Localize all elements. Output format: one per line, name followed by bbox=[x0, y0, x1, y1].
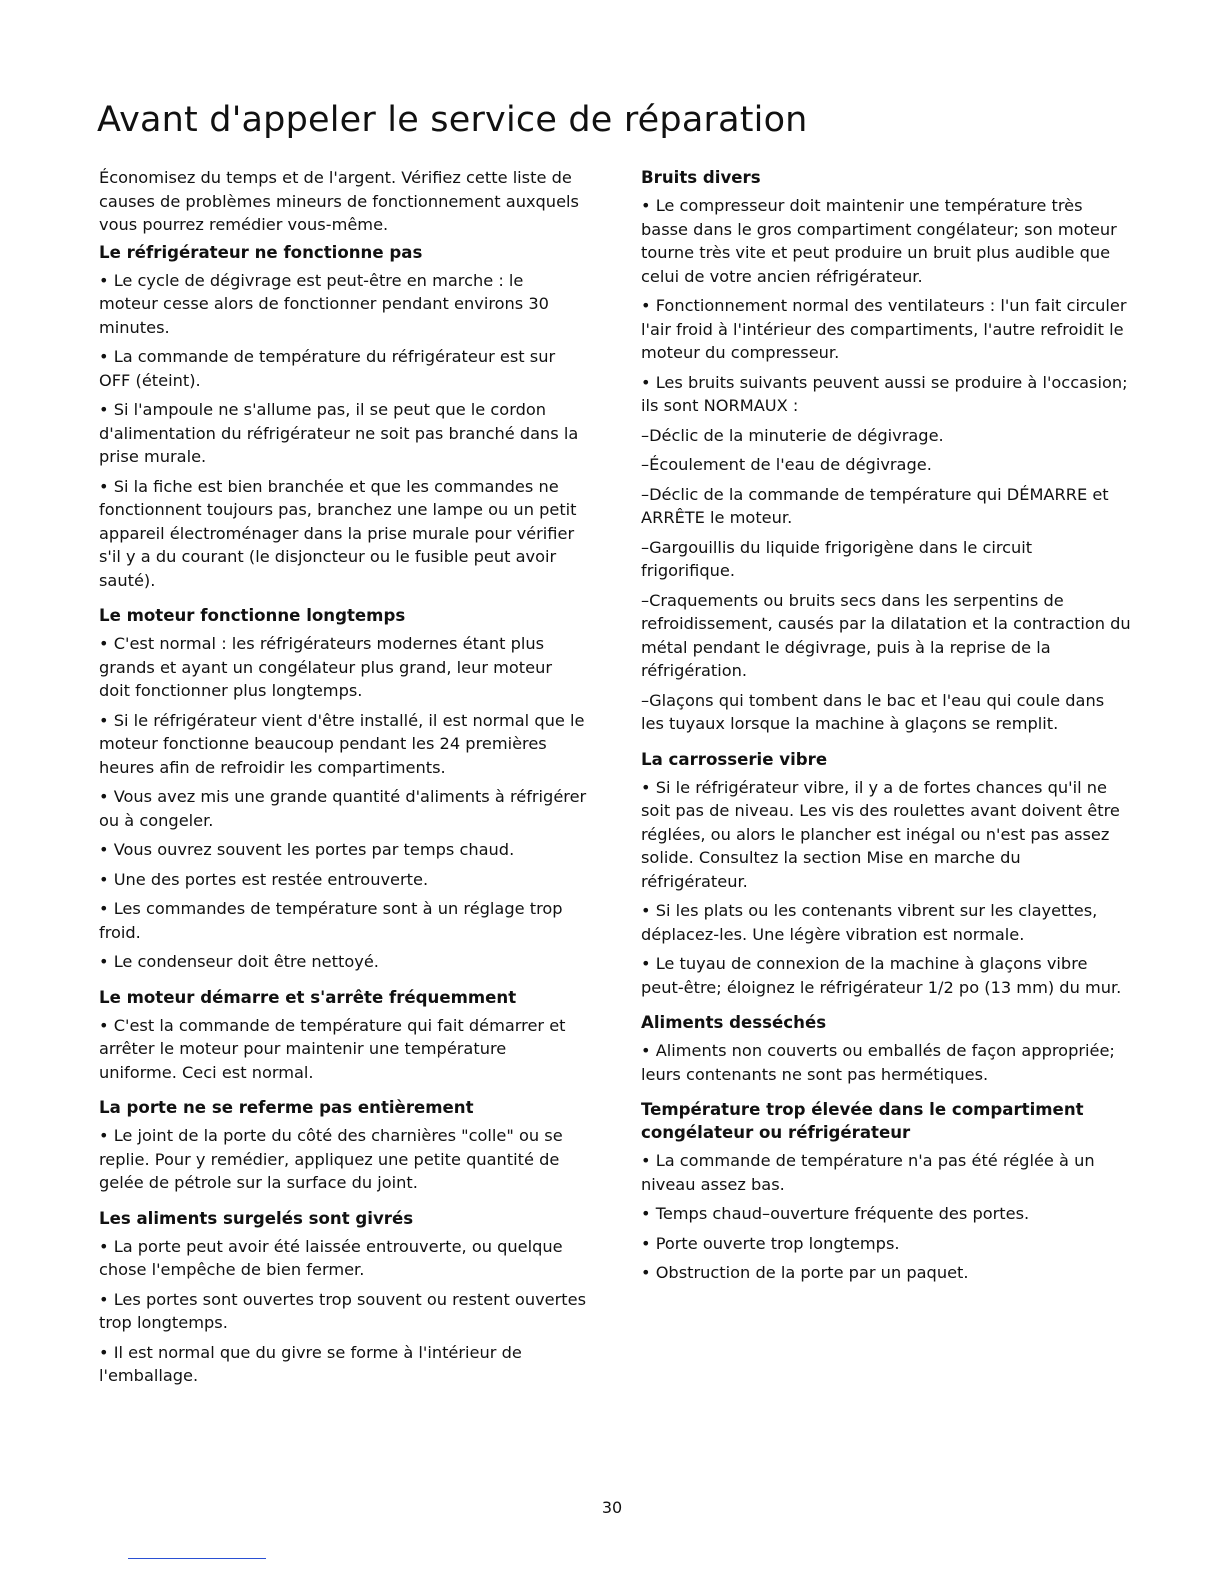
list-item: –Craquements ou bruits secs dans les serpentins de refroidissement, causés par la dilatation et la contraction du métal pendant le dégivrage, puis à la reprise de la réfrigération. bbox=[641, 590, 1131, 680]
list-item: –Glaçons qui tombent dans le bac et l'eau qui coule dans les tuyaux lorsque la machine à glaçons se remplit. bbox=[641, 690, 1105, 733]
section-heading: Aliments desséchés bbox=[641, 1013, 827, 1032]
list-item: • Si le réfrigérateur vient d'être installé, il est normal que le moteur fonctionne beaucoup pendant les 24 premières heures afin de refroidir les compartiments. bbox=[99, 710, 585, 777]
section-frosted-food bbox=[99, 1207, 587, 1388]
list-item: • La commande de température du réfrigérateur est sur OFF (éteint). bbox=[99, 347, 556, 390]
right-column bbox=[641, 166, 1131, 1285]
list-item: • Le tuyau de connexion de la machine à glaçons vibre peut-être; éloignez le réfrigérateur 1/2 po (13 mm) du mur. bbox=[641, 954, 1122, 997]
section-heading: Bruits divers bbox=[641, 168, 761, 187]
left-column bbox=[99, 166, 587, 1388]
section-heading: La carrosserie vibre bbox=[641, 749, 828, 769]
section-heading: Température trop élevée dans le compartiment congélateur ou réfrigérateur bbox=[641, 1100, 1084, 1142]
list-item: • Porte ouverte trop longtemps. bbox=[641, 1233, 900, 1253]
list-item: • Si la fiche est bien branchée et que les commandes ne fonctionnent toujours pas, branchez une lampe ou un petit appareil électroménager dans la prise murale pour vérifier s'il y a du courant (le disjoncteur ou le fusible peut avoir sauté). bbox=[99, 476, 577, 590]
list-item: –Déclic de la commande de température qui DÉMARRE et ARRÊTE le moteur. bbox=[641, 484, 1109, 527]
section-motor-starts-stops bbox=[99, 986, 587, 1085]
list-item: • Aliments non couverts ou emballés de façon appropriée; leurs contenants ne sont pas hermétiques. bbox=[641, 1041, 1115, 1084]
section-heading: Le moteur fonctionne longtemps bbox=[99, 606, 406, 625]
list-item: • Les portes sont ouvertes trop souvent ou restent ouvertes trop longtemps. bbox=[99, 1289, 587, 1332]
list-item: • Une des portes est restée entrouverte. bbox=[99, 869, 429, 889]
list-item: –Écoulement de l'eau de dégivrage. bbox=[641, 455, 932, 474]
list-item: • C'est la commande de température qui fait démarrer et arrêter le moteur pour maintenir une température uniforme. Ceci est normal. bbox=[99, 1015, 566, 1082]
section-heading: Le réfrigérateur ne fonctionne pas bbox=[99, 242, 423, 262]
page-title: Avant d'appeler le service de réparation bbox=[97, 100, 808, 140]
section-refrigerator-not-working bbox=[99, 241, 587, 593]
section-heading: La porte ne se referme pas entièrement bbox=[99, 1098, 474, 1117]
footer-rule bbox=[128, 1558, 266, 1559]
section-door-not-closing bbox=[99, 1096, 587, 1195]
list-item: • Le cycle de dégivrage est peut-être en marche : le moteur cesse alors de fonctionner pendant environs 30 minutes. bbox=[99, 270, 549, 337]
list-item: • Les bruits suivants peuvent aussi se produire à l'occasion; ils sont NORMAUX : bbox=[641, 372, 1128, 415]
section-dried-food bbox=[641, 1011, 1131, 1086]
list-item: • Fonctionnement normal des ventilateurs : l'un fait circuler l'air froid à l'intérieur des compartiments, l'autre refroidit le moteur du compresseur. bbox=[641, 296, 1127, 362]
list-item: • Obstruction de la porte par un paquet. bbox=[641, 1263, 969, 1282]
section-heading: Les aliments surgelés sont givrés bbox=[99, 1208, 414, 1228]
list-item: • Si l'ampoule ne s'allume pas, il se peut que le cordon d'alimentation du réfrigérateur ne soit pas branché dans la prise murale. bbox=[99, 400, 579, 466]
list-item: • Les commandes de température sont à un réglage trop froid. bbox=[99, 899, 563, 942]
list-item: • Si les plats ou les contenants vibrent sur les clayettes, déplacez-les. Une légère vibration est normale. bbox=[641, 901, 1098, 944]
list-item: • C'est normal : les réfrigérateurs modernes étant plus grands et ayant un congélateur plus grand, leur moteur doit fonctionner plus longtemps. bbox=[99, 634, 553, 700]
list-item: –Déclic de la minuterie de dégivrage. bbox=[641, 425, 944, 445]
section-heading: Le moteur démarre et s'arrête fréquemment bbox=[99, 987, 517, 1007]
section-motor-runs-long bbox=[99, 604, 587, 974]
section-temperature-too-high bbox=[641, 1098, 1131, 1285]
list-item: • Le condenseur doit être nettoyé. bbox=[99, 952, 379, 971]
intro-paragraph: Économisez du temps et de l'argent. Vérifiez cette liste de causes de problèmes mineurs de fonctionnement auxquels vous pourrez remédier vous-même. bbox=[99, 168, 579, 234]
list-item: –Gargouillis du liquide frigorigène dans le circuit frigorifique. bbox=[641, 537, 1033, 580]
page-number: 30 bbox=[601, 1498, 623, 1517]
section-various-noises bbox=[641, 166, 1131, 736]
list-item: • Si le réfrigérateur vibre, il y a de fortes chances qu'il ne soit pas de niveau. Les vis des roulettes avant doivent être réglées, ou alors le plancher est inégal ou n'est pas assez solide. Consultez la section Mise en marche du réfrigérateur. bbox=[641, 777, 1120, 891]
list-item: • Vous avez mis une grande quantité d'aliments à réfrigérer ou à congeler. bbox=[99, 787, 587, 830]
list-item: • Le compresseur doit maintenir une température très basse dans le gros compartiment congélateur; son moteur tourne très vite et peut produire un bruit plus audible que celui de votre ancien réfrigérateur. bbox=[641, 196, 1117, 286]
list-item: • La commande de température n'a pas été réglée à un niveau assez bas. bbox=[641, 1151, 1095, 1194]
list-item: • Il est normal que du givre se forme à l'intérieur de l'emballage. bbox=[99, 1342, 522, 1385]
list-item: • Vous ouvrez souvent les portes par temps chaud. bbox=[99, 840, 515, 859]
section-cabinet-vibrates bbox=[641, 748, 1131, 1000]
list-item: • Temps chaud–ouverture fréquente des portes. bbox=[641, 1204, 1030, 1223]
list-item: • Le joint de la porte du côté des charnières "colle" ou se replie. Pour y remédier, appliquez une petite quantité de gelée de pétrole sur la surface du joint. bbox=[99, 1126, 563, 1192]
list-item: • La porte peut avoir été laissée entrouverte, ou quelque chose l'empêche de bien fermer. bbox=[99, 1236, 563, 1279]
